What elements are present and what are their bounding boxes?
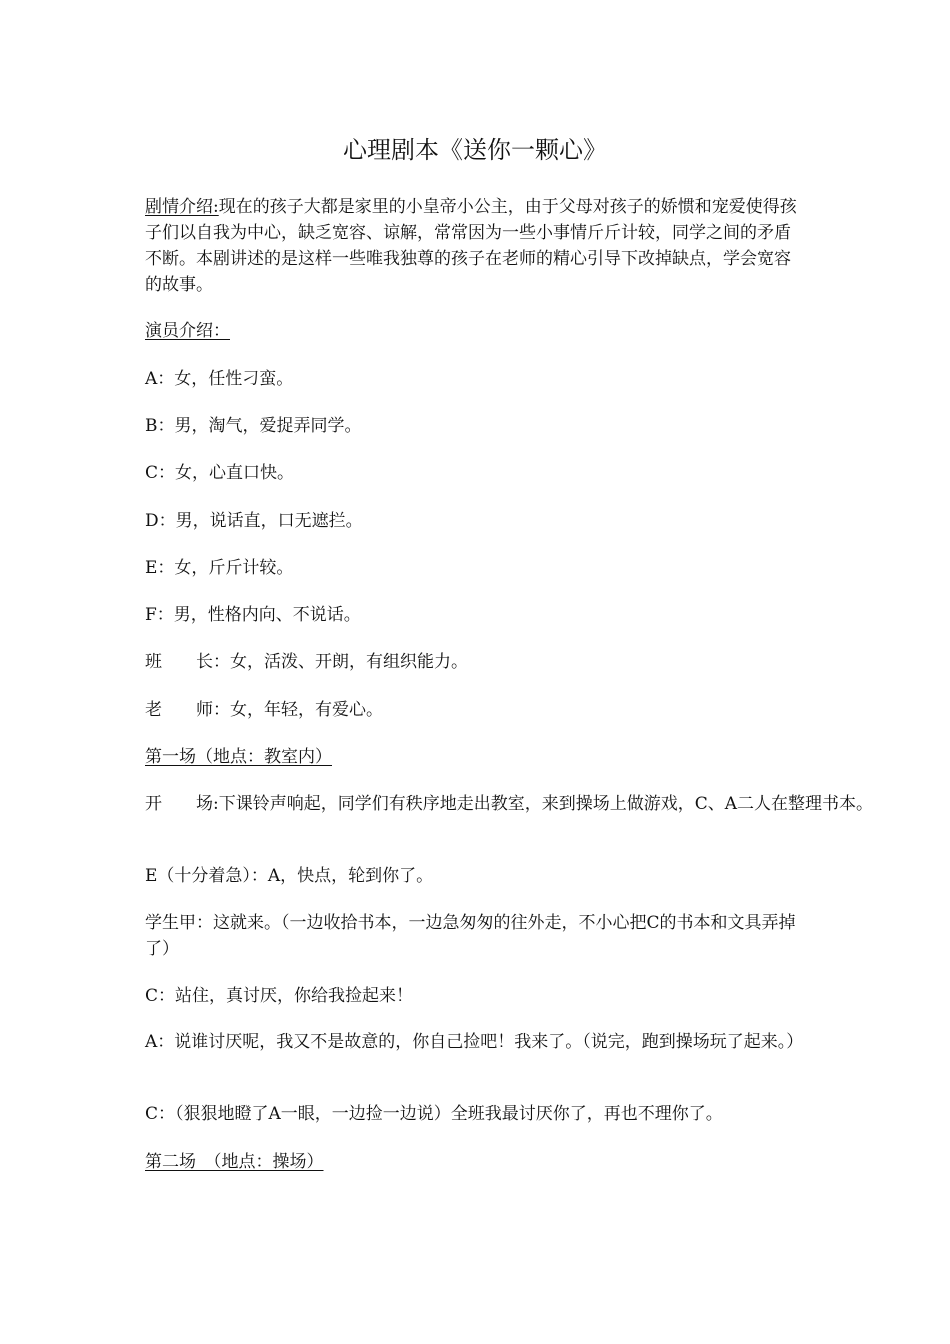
plot-intro-label: 剧情介绍: xyxy=(145,197,219,217)
cast-member-a: A：女，任性刁蛮。 xyxy=(145,369,294,389)
cast-heading: 演员介绍： xyxy=(145,321,230,341)
cast-monitor xyxy=(145,649,807,675)
cast-member-b: B：男，淘气，爱捉弄同学。 xyxy=(145,416,362,436)
scene1-opening-label: 开 场 xyxy=(145,794,213,814)
scene2-heading: 第二场 （地点：操场） xyxy=(145,1152,324,1172)
cast-teacher-label: 老 师 xyxy=(145,700,213,720)
cast-teacher xyxy=(145,697,807,723)
cast-member-e: E：女，斤斤计较。 xyxy=(145,558,294,578)
dialogue-line: A：说谁讨厌呢，我又不是故意的，你自己捡吧！我来了。（说完，跑到操场玩了起来。） xyxy=(145,1032,804,1052)
page-title: 心理剧本《送你一颗心》 xyxy=(343,136,607,164)
cast-member-c: C：女，心直口快。 xyxy=(145,463,295,483)
scene1-opening-text: :下课铃声响起，同学们有秩序地走出教室，来到操场上做游戏，C、A二人在整理书本。 xyxy=(213,794,874,814)
cast-member-d: D：男，说话直，口无遮拦。 xyxy=(145,511,363,531)
cast-monitor-label: 班 长 xyxy=(145,652,213,672)
dialogue-line: E（十分着急）：A，快点，轮到你了。 xyxy=(145,866,434,886)
plot-intro-text: 现在的孩子大都是家里的小皇帝小公主，由于父母对孩子的娇惯和宠爱使得孩子们以自我为中心，缺乏宽容、谅解，常常因为一些小事情斤斤计较，同学之间的矛盾不断。本剧讲述的是这样一些唯我独尊的孩子在老师的精心引导下改掉缺点，学会宽容的故事。 xyxy=(145,197,797,295)
dialogue-line: C：（狠狠地瞪了A一眼，一边捡一边说）全班我最讨厌你了，再也不理你了。 xyxy=(145,1104,723,1124)
scene1-opening xyxy=(145,791,893,817)
dialogue-line: 学生甲：这就来。（一边收拾书本，一边急匆匆的往外走，不小心把C的书本和文具弄掉了） xyxy=(145,913,796,959)
plot-intro xyxy=(145,194,807,298)
cast-teacher-desc: ：女，年轻，有爱心。 xyxy=(213,700,383,720)
scene1-heading: 第一场（地点：教室内） xyxy=(145,747,332,767)
cast-monitor-desc: ：女，活泼、开朗，有组织能力。 xyxy=(213,652,468,672)
dialogue-line: C：站住，真讨厌，你给我捡起来！ xyxy=(145,986,414,1006)
cast-member-f: F：男，性格内向、不说话。 xyxy=(145,605,361,625)
